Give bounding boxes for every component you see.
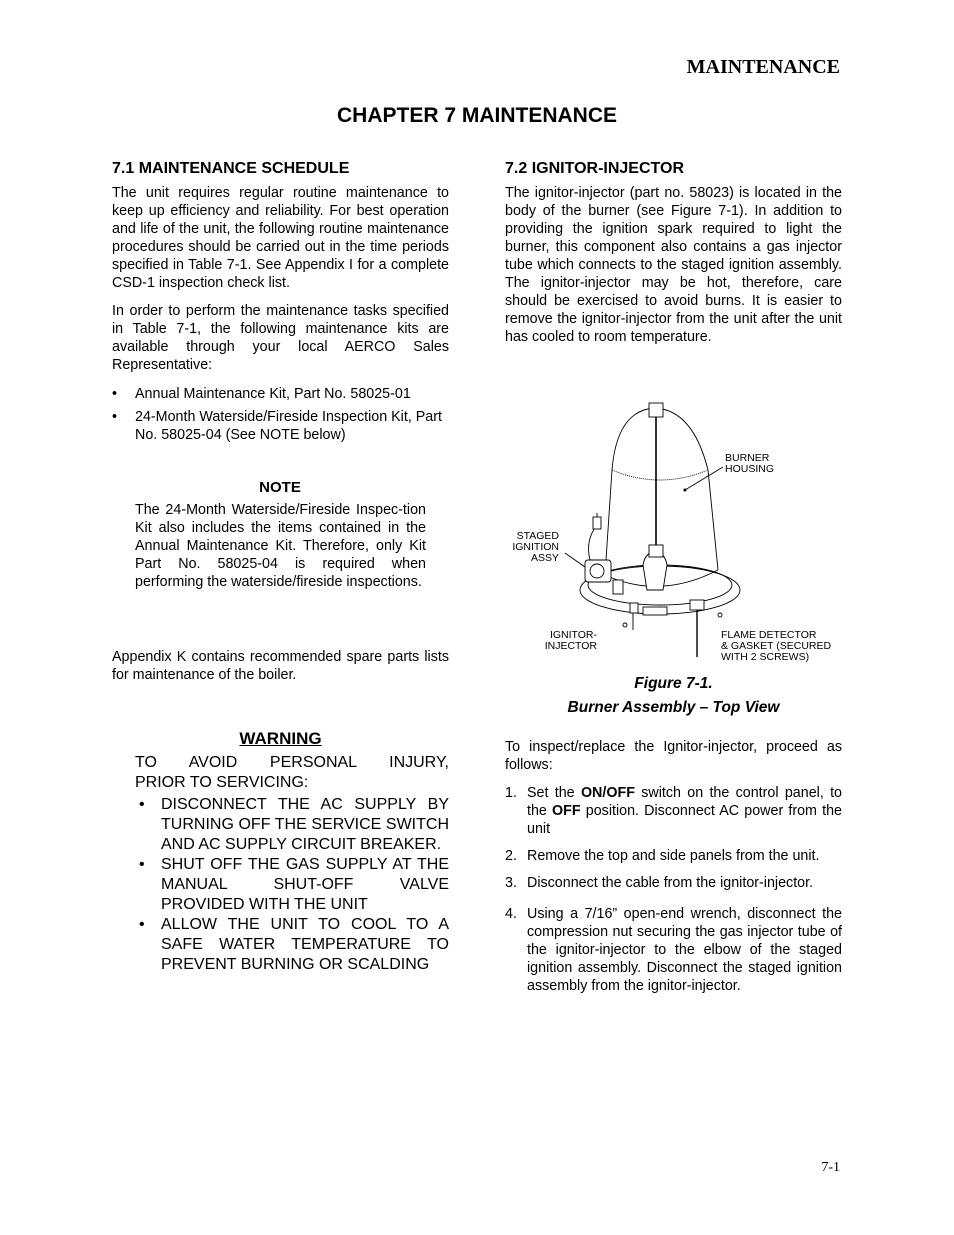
ignitor-injector-part xyxy=(630,603,638,613)
component xyxy=(613,580,623,594)
staged-ignition-body xyxy=(585,560,611,582)
warning-intro: TO AVOID PERSONAL INJURY, xyxy=(135,754,449,771)
label-burner-housing: BURNER HOUSING xyxy=(725,452,775,475)
component xyxy=(643,607,667,615)
bolt xyxy=(623,623,627,627)
section-heading: 7.2 IGNITOR-INJECTOR xyxy=(505,160,684,177)
list-item: • SHUT OFF THE GAS SUPPLY AT THE MANUAL SHUT-OFF VALVE PROVIDED WITH THE UNIT xyxy=(135,855,449,915)
warning-list xyxy=(135,795,449,975)
list-item: 1. Set the ON/OFF switch on the control panel, to the OFF position. Disconnect AC power from the unit xyxy=(505,785,843,837)
label-ignitor-injector: IGNITOR- INJECTOR xyxy=(544,629,597,652)
list-item: 2. Remove the top and side panels from the unit. xyxy=(505,848,820,864)
step-list xyxy=(505,784,842,995)
leader-staged xyxy=(565,553,585,567)
figure-caption: Figure 7-1. Burner Assembly – Top View xyxy=(567,675,780,716)
spare-parts-paragraph: Appendix K contains recommended spare parts lists for maintenance of the boiler. xyxy=(112,649,449,683)
housing-rim xyxy=(612,470,708,480)
warning-intro: PRIOR TO SERVICING: xyxy=(135,774,309,791)
list-item: • ALLOW THE UNIT TO COOL TO A SAFE WATER TEMPERATURE TO PREVENT BURNING OR SCALDING xyxy=(135,915,449,975)
top-nut xyxy=(649,403,663,417)
page-number: 7-1 xyxy=(821,1160,840,1175)
label-staged-ignition: STAGED IGNITION ASSY xyxy=(512,530,559,564)
warning-block xyxy=(112,729,449,975)
note-block xyxy=(112,479,449,591)
paragraph: The ignitor-injector (part no. 58023) is located in the body of the burner (see Figure 7-1). In addition to providing the ignition spark required to light the burner, this component also contains a gas injector tube which connects to the staged ignition assembly. The ignitor-injector may be hot, therefore, care should be exercised to avoid burns. It is easier to remove the ignitor-injector from the unit after the unit has cooled to room temperature. xyxy=(505,185,842,345)
list-item: 4. Using a 7/16” open-end wrench, disconnect the compression nut securing the gas injector tube of the ignitor-injector to the elbow of the staged ignition assembly. Disconnect the staged ignition assembly from the ignitor-injector. xyxy=(505,906,842,994)
bolt xyxy=(718,613,722,617)
paragraph: In order to perform the maintenance tasks specified in Table 7-1, the following maintenance kits are available through your local AERCO Sales Representative: xyxy=(112,303,449,373)
burner-assembly-figure xyxy=(505,395,850,670)
kit-list xyxy=(112,385,449,444)
list-item: • Annual Maintenance Kit, Part No. 58025-01 xyxy=(112,385,449,403)
section-heading: 7.1 MAINTENANCE SCHEDULE xyxy=(112,160,350,177)
staged-ignition-connector xyxy=(593,517,601,529)
flame-detector-part xyxy=(690,600,704,610)
note-text: The 24-Month Waterside/Fireside Inspec-tion Kit also includes the items contained in the Annual Maintenance Kit. Therefore, only Kit Part No. 58025-04 is required when performing the waterside/fireside inspections. xyxy=(135,502,426,590)
chapter-title: CHAPTER 7 MAINTENANCE xyxy=(336,104,617,127)
list-item: 3. Disconnect the cable from the ignitor-injector. xyxy=(505,875,814,891)
note-heading: NOTE xyxy=(259,479,301,496)
running-header: MAINTENANCE xyxy=(686,56,840,78)
warning-heading: WARNING xyxy=(239,729,322,748)
cap-nut xyxy=(649,545,663,557)
section-7-2 xyxy=(505,160,842,346)
list-item: • DISCONNECT THE AC SUPPLY BY TURNING OFF THE SERVICE SWITCH AND AC SUPPLY CIRCUIT BREAKER. xyxy=(135,795,449,855)
leader-burner xyxy=(685,467,723,490)
paragraph: To inspect/replace the Ignitor-injector, proceed as follows: xyxy=(505,739,842,773)
procedure xyxy=(505,738,842,1004)
list-item: • 24-Month Waterside/Fireside Inspection Kit, Part No. 58025-04 (See NOTE below) xyxy=(112,408,449,444)
paragraph: The unit requires regular routine maintenance to keep up efficiency and reliability. For best operation and life of the unit, the following routine maintenance procedures should be carried out in the time periods specified in Table 7-1. See Appendix I for a complete CSD-1 inspection check list. xyxy=(112,185,449,291)
label-flame-detector: FLAME DETECTOR & GASKET (SECURED WITH 2 SCREWS) xyxy=(721,629,832,663)
leader-dot xyxy=(684,489,687,492)
section-7-1 xyxy=(112,160,449,449)
